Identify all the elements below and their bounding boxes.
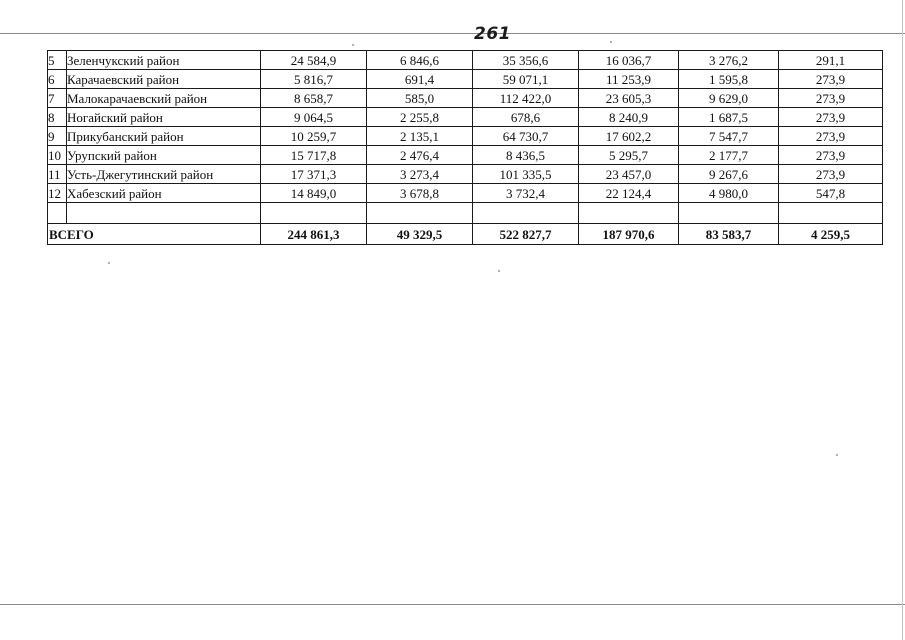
row-number: 5 xyxy=(48,51,67,70)
table-cell-value: 2 255,8 xyxy=(367,108,473,127)
page-number: 261 xyxy=(474,24,511,44)
table-cell-value: 273,9 xyxy=(779,89,883,108)
table-cell-value: 3 678,8 xyxy=(367,184,473,203)
scan-border-right xyxy=(902,0,903,640)
row-number: 9 xyxy=(48,127,67,146)
row-number: 11 xyxy=(48,165,67,184)
table-cell xyxy=(679,203,779,224)
scan-speck xyxy=(352,44,354,46)
table-row xyxy=(48,89,883,108)
table-cell-value: 5 295,7 xyxy=(579,146,679,165)
table-cell-value: 10 259,7 xyxy=(261,127,367,146)
table-cell-value: 23 605,3 xyxy=(579,89,679,108)
table-cell xyxy=(779,203,883,224)
table-cell xyxy=(473,203,579,224)
scan-speck xyxy=(108,262,110,264)
table-cell-value: 16 036,7 xyxy=(579,51,679,70)
table-cell-value: 14 849,0 xyxy=(261,184,367,203)
table-cell-value: 9 629,0 xyxy=(679,89,779,108)
table-body xyxy=(48,51,883,245)
table-cell-value: 35 356,6 xyxy=(473,51,579,70)
budget-table xyxy=(47,50,883,245)
table-cell-value: 2 177,7 xyxy=(679,146,779,165)
table-row xyxy=(48,127,883,146)
table-cell-value: 273,9 xyxy=(779,127,883,146)
scan-speck xyxy=(498,270,500,272)
table-cell-value: 691,4 xyxy=(367,70,473,89)
table-cell-value: 678,6 xyxy=(473,108,579,127)
table-cell-value: 8 240,9 xyxy=(579,108,679,127)
table-cell-value: 59 071,1 xyxy=(473,70,579,89)
table-cell-value: 6 846,6 xyxy=(367,51,473,70)
table-cell-value: 112 422,0 xyxy=(473,89,579,108)
table-row xyxy=(48,146,883,165)
table-cell-value: 273,9 xyxy=(779,70,883,89)
table-cell-value: 547,8 xyxy=(779,184,883,203)
table-cell-value: 1 595,8 xyxy=(679,70,779,89)
table-cell-value: 22 124,4 xyxy=(579,184,679,203)
table-cell-value: 9 267,6 xyxy=(679,165,779,184)
table-cell-value: 11 253,9 xyxy=(579,70,679,89)
row-number: 12 xyxy=(48,184,67,203)
table-cell-value: 23 457,0 xyxy=(579,165,679,184)
table-cell-value: 2 476,4 xyxy=(367,146,473,165)
table-cell-value: 3 276,2 xyxy=(679,51,779,70)
district-name: Прикубанский район xyxy=(67,127,261,146)
scan-border-bottom xyxy=(0,604,905,605)
scan-speck xyxy=(836,454,838,456)
table-cell-value: 5 816,7 xyxy=(261,70,367,89)
district-name: Карачаевский район xyxy=(67,70,261,89)
table-cell xyxy=(261,203,367,224)
row-number: 7 xyxy=(48,89,67,108)
table-row xyxy=(48,70,883,89)
table-row xyxy=(48,165,883,184)
district-name: Зеленчукский район xyxy=(67,51,261,70)
table-cell xyxy=(48,203,67,224)
scan-border-top xyxy=(0,33,905,34)
district-name: Ногайский район xyxy=(67,108,261,127)
table-cell-value: 1 687,5 xyxy=(679,108,779,127)
table-cell-value: 585,0 xyxy=(367,89,473,108)
table-cell-value: 273,9 xyxy=(779,165,883,184)
total-value: 83 583,7 xyxy=(679,224,779,245)
table-cell-value: 273,9 xyxy=(779,146,883,165)
table-cell-value: 3 732,4 xyxy=(473,184,579,203)
table-cell-value: 4 980,0 xyxy=(679,184,779,203)
table-cell-value: 15 717,8 xyxy=(261,146,367,165)
table-cell-value: 2 135,1 xyxy=(367,127,473,146)
row-number: 6 xyxy=(48,70,67,89)
table-cell-value: 24 584,9 xyxy=(261,51,367,70)
row-number: 8 xyxy=(48,108,67,127)
table-spacer-row xyxy=(48,203,883,224)
district-name: Малокарачаевский район xyxy=(67,89,261,108)
table-cell-value: 64 730,7 xyxy=(473,127,579,146)
table-cell-value: 3 273,4 xyxy=(367,165,473,184)
total-value: 4 259,5 xyxy=(779,224,883,245)
table-row xyxy=(48,51,883,70)
table-cell-value: 17 602,2 xyxy=(579,127,679,146)
table-cell-value: 101 335,5 xyxy=(473,165,579,184)
table-cell-value: 291,1 xyxy=(779,51,883,70)
total-value: 187 970,6 xyxy=(579,224,679,245)
table-cell-value: 9 064,5 xyxy=(261,108,367,127)
table-cell-value: 8 436,5 xyxy=(473,146,579,165)
table-row xyxy=(48,184,883,203)
table-cell xyxy=(367,203,473,224)
table-cell-value: 17 371,3 xyxy=(261,165,367,184)
district-name: Урупский район xyxy=(67,146,261,165)
table-cell xyxy=(579,203,679,224)
district-name: Хабезский район xyxy=(67,184,261,203)
district-name: Усть-Джегутинский район xyxy=(67,165,261,184)
total-value: 244 861,3 xyxy=(261,224,367,245)
table-cell xyxy=(67,203,261,224)
table-total-row xyxy=(48,224,883,245)
table-row xyxy=(48,108,883,127)
table-cell-value: 8 658,7 xyxy=(261,89,367,108)
table-cell-value: 7 547,7 xyxy=(679,127,779,146)
total-value: 522 827,7 xyxy=(473,224,579,245)
total-label: ВСЕГО xyxy=(48,224,261,245)
total-value: 49 329,5 xyxy=(367,224,473,245)
row-number: 10 xyxy=(48,146,67,165)
table-cell-value: 273,9 xyxy=(779,108,883,127)
scan-speck xyxy=(610,41,612,43)
